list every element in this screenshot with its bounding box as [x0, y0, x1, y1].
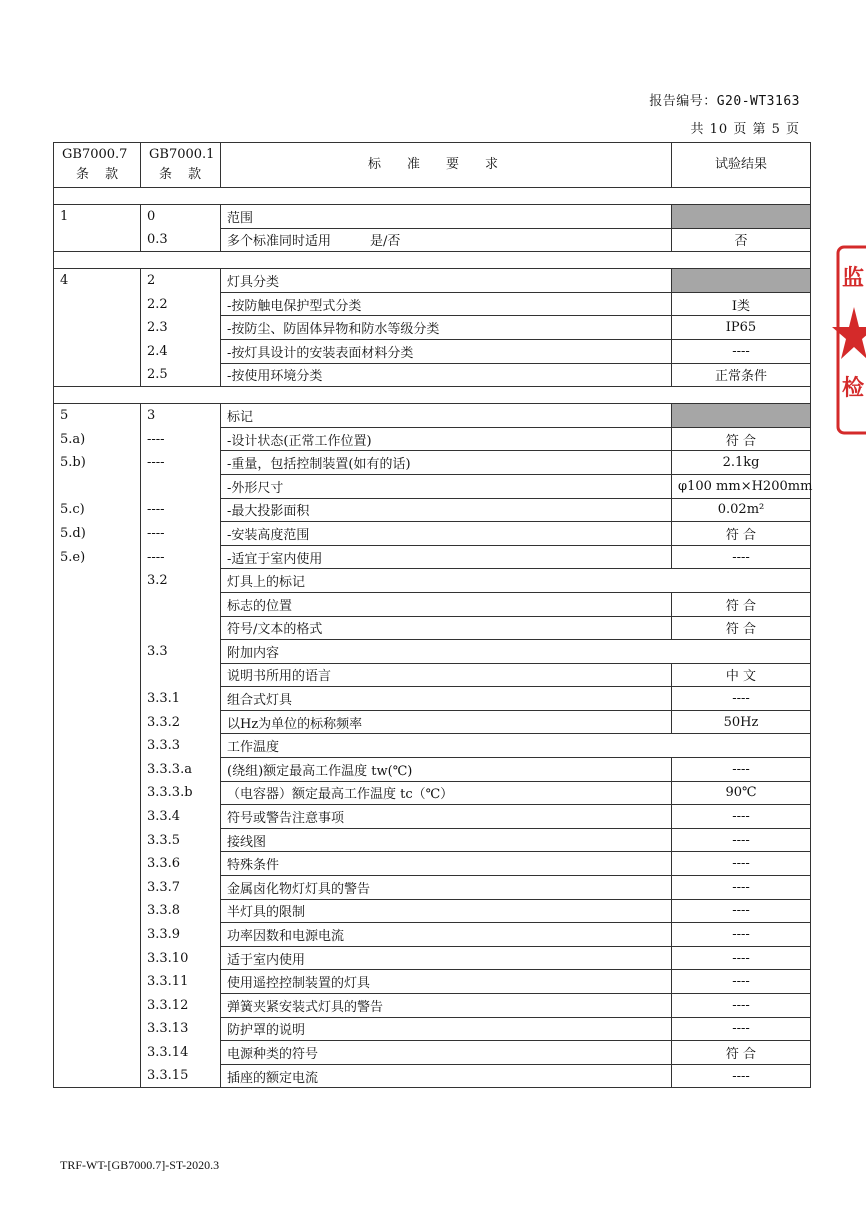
gb7000-1-clause-cell: 0.3	[141, 228, 221, 252]
requirement-cell: 标记	[221, 404, 672, 428]
table-row	[54, 1064, 811, 1088]
table-row	[54, 616, 811, 640]
gb7000-1-clause-cell: 3.3.8	[141, 899, 221, 923]
requirement-cell: -设计状态(正常工作位置)	[221, 427, 672, 451]
table-row	[54, 592, 811, 616]
result-cell: 50Hz	[672, 710, 811, 734]
blank-cell	[54, 387, 811, 404]
result-cell: ----	[672, 758, 811, 782]
gb7000-7-clause-cell	[54, 734, 141, 758]
table-header-row	[54, 143, 811, 188]
result-cell: 符 合	[672, 427, 811, 451]
gb7000-1-clause-cell: 3.3.14	[141, 1041, 221, 1065]
requirement-cell: 符号/文本的格式	[221, 616, 672, 640]
gb7000-7-clause-cell	[54, 876, 141, 900]
table-row	[54, 946, 811, 970]
result-cell: ----	[672, 1017, 811, 1041]
table-row	[54, 269, 811, 293]
result-cell: 符 合	[672, 522, 811, 546]
gb7000-1-clause-cell: ----	[141, 427, 221, 451]
gb7000-1-clause-cell: 2.5	[141, 363, 221, 387]
table-row	[54, 404, 811, 428]
gb7000-1-clause-cell: 3.3.6	[141, 852, 221, 876]
table-row	[54, 1041, 811, 1065]
gb7000-7-clause-cell	[54, 758, 141, 782]
gb7000-1-clause-cell: 3.3.11	[141, 970, 221, 994]
gb7000-7-clause-cell	[54, 339, 141, 363]
table-row	[54, 498, 811, 522]
requirement-cell: 防护罩的说明	[221, 1017, 672, 1041]
gb7000-1-clause-cell: ----	[141, 451, 221, 475]
result-cell: 正常条件	[672, 363, 811, 387]
gb7000-7-clause-cell	[54, 899, 141, 923]
table-row	[54, 1017, 811, 1041]
result-cell: 90℃	[672, 781, 811, 805]
table-row	[54, 852, 811, 876]
requirement-cell: 组合式灯具	[221, 687, 672, 711]
header-gb7000-1	[141, 143, 221, 188]
requirement-cell: -按灯具设计的安装表面材料分类	[221, 339, 672, 363]
gb7000-1-clause-cell: 3.3.4	[141, 805, 221, 829]
gb7000-7-clause-cell: 5	[54, 404, 141, 428]
requirement-cell: -按防触电保护型式分类	[221, 292, 672, 316]
requirement-cell: 使用遥控控制装置的灯具	[221, 970, 672, 994]
result-cell: Ⅰ类	[672, 292, 811, 316]
requirement-cell: （电容器）额定最高工作温度 tc（℃）	[221, 781, 672, 805]
gb7000-1-clause-cell: 3.3.7	[141, 876, 221, 900]
result-cell: ----	[672, 339, 811, 363]
table-row	[54, 970, 811, 994]
requirement-cell: 灯具分类	[221, 269, 672, 293]
table-row	[54, 663, 811, 687]
result-cell: ----	[672, 805, 811, 829]
gb7000-7-clause-cell	[54, 640, 141, 664]
result-cell: IP65	[672, 316, 811, 340]
result-cell: 否	[672, 228, 811, 252]
blank-separator-row	[54, 188, 811, 205]
requirement-cell: 附加内容	[221, 640, 811, 664]
result-cell: ----	[672, 687, 811, 711]
gb7000-7-clause-cell	[54, 228, 141, 252]
requirement-cell: 范围	[221, 205, 672, 229]
gb7000-7-clause-cell	[54, 569, 141, 593]
gb7000-7-clause-cell	[54, 316, 141, 340]
result-cell: φ100 mm×H200mm	[672, 474, 811, 498]
requirement-cell: 符号或警告注意事项	[221, 805, 672, 829]
stamp-text-top: 监	[842, 266, 865, 291]
gb7000-1-clause-cell: ----	[141, 498, 221, 522]
table-row	[54, 545, 811, 569]
gb7000-1-clause-cell	[141, 474, 221, 498]
result-cell: ----	[672, 923, 811, 947]
result-cell	[672, 205, 811, 229]
blank-cell	[54, 252, 811, 269]
table-row	[54, 805, 811, 829]
result-cell: ----	[672, 545, 811, 569]
header-gb7000-7-line2: 条 款	[76, 167, 125, 182]
requirement-cell: 灯具上的标记	[221, 569, 811, 593]
gb7000-7-clause-cell	[54, 805, 141, 829]
gb7000-1-clause-cell	[141, 592, 221, 616]
table-row	[54, 474, 811, 498]
gb7000-7-clause-cell	[54, 1041, 141, 1065]
gb7000-1-clause-cell: 3.3	[141, 640, 221, 664]
report-number: 报告编号：G20-WT3163	[649, 94, 800, 109]
table-row	[54, 781, 811, 805]
table-row	[54, 569, 811, 593]
gb7000-1-clause-cell	[141, 663, 221, 687]
result-cell: ----	[672, 970, 811, 994]
result-cell	[672, 404, 811, 428]
table-row	[54, 710, 811, 734]
result-cell: 符 合	[672, 1041, 811, 1065]
gb7000-7-clause-cell	[54, 781, 141, 805]
header-requirements-label: 标准要求	[367, 157, 524, 172]
blank-cell	[54, 188, 811, 205]
gb7000-7-clause-cell: 5.d)	[54, 522, 141, 546]
result-cell: 2.1kg	[672, 451, 811, 475]
header-gb7000-7	[54, 143, 141, 188]
stamp-text-bottom: 检	[842, 376, 865, 401]
gb7000-7-clause-cell: 5.b)	[54, 451, 141, 475]
gb7000-1-clause-cell: 0	[141, 205, 221, 229]
requirements-table	[53, 142, 811, 1088]
table-row	[54, 522, 811, 546]
gb7000-7-clause-cell	[54, 292, 141, 316]
table-row	[54, 994, 811, 1018]
result-cell: 0.02m²	[672, 498, 811, 522]
requirement-cell: 以Hz为单位的标称频率	[221, 710, 672, 734]
header-gb7000-1-line1: GB7000.1	[149, 147, 215, 162]
gb7000-1-clause-cell: 3.3.15	[141, 1064, 221, 1088]
gb7000-7-clause-cell	[54, 1017, 141, 1041]
table-row	[54, 923, 811, 947]
gb7000-1-clause-cell: 3.3.9	[141, 923, 221, 947]
requirement-cell: 多个标准同时适用 是/否	[221, 228, 672, 252]
gb7000-1-clause-cell: 3.3.3	[141, 734, 221, 758]
gb7000-1-clause-cell: 2.4	[141, 339, 221, 363]
blank-separator-row	[54, 387, 811, 404]
gb7000-1-clause-cell: 3.3.3.b	[141, 781, 221, 805]
gb7000-7-clause-cell: 4	[54, 269, 141, 293]
table-row	[54, 292, 811, 316]
header-requirements	[221, 143, 672, 188]
gb7000-7-clause-cell	[54, 592, 141, 616]
gb7000-7-clause-cell	[54, 616, 141, 640]
requirement-cell: -安装高度范围	[221, 522, 672, 546]
result-cell: ----	[672, 946, 811, 970]
gb7000-7-clause-cell	[54, 970, 141, 994]
result-cell: 符 合	[672, 592, 811, 616]
gb7000-7-clause-cell	[54, 710, 141, 734]
header-gb7000-7-line1: GB7000.7	[62, 147, 128, 162]
requirement-cell: 工作温度	[221, 734, 811, 758]
table-row	[54, 205, 811, 229]
requirement-cell: 说明书所用的语言	[221, 663, 672, 687]
gb7000-1-clause-cell: 3.3.1	[141, 687, 221, 711]
result-cell: ----	[672, 876, 811, 900]
page-count: 共 10 页 第 5 页	[690, 122, 800, 137]
gb7000-7-clause-cell: 5.e)	[54, 545, 141, 569]
table-row	[54, 427, 811, 451]
requirement-cell: 插座的额定电流	[221, 1064, 672, 1088]
table-row	[54, 228, 811, 252]
gb7000-1-clause-cell: 2.2	[141, 292, 221, 316]
table-row	[54, 734, 811, 758]
table-body	[54, 188, 811, 1088]
header-result: 试验结果	[672, 143, 811, 188]
result-cell: ----	[672, 852, 811, 876]
result-cell: 符 合	[672, 616, 811, 640]
gb7000-7-clause-cell	[54, 852, 141, 876]
gb7000-7-clause-cell	[54, 923, 141, 947]
requirement-cell: 标志的位置	[221, 592, 672, 616]
requirement-cell: 接线图	[221, 828, 672, 852]
requirement-cell: 弹簧夹紧安装式灯具的警告	[221, 994, 672, 1018]
requirement-cell: (绕组)额定最高工作温度 tw(℃)	[221, 758, 672, 782]
gb7000-7-clause-cell	[54, 994, 141, 1018]
result-cell	[672, 269, 811, 293]
table-row	[54, 687, 811, 711]
form-code: TRF-WT-[GB7000.7]-ST-2020.3	[60, 1158, 220, 1172]
requirement-cell: 特殊条件	[221, 852, 672, 876]
gb7000-1-clause-cell: 3.3.2	[141, 710, 221, 734]
table-row	[54, 758, 811, 782]
requirement-cell: -重量，包括控制装置(如有的话)	[221, 451, 672, 475]
result-cell: 中 文	[672, 663, 811, 687]
gb7000-1-clause-cell: 3.3.5	[141, 828, 221, 852]
gb7000-1-clause-cell: 3.3.3.a	[141, 758, 221, 782]
table-row	[54, 899, 811, 923]
gb7000-1-clause-cell	[141, 616, 221, 640]
result-cell: ----	[672, 994, 811, 1018]
gb7000-1-clause-cell: 3.2	[141, 569, 221, 593]
blank-separator-row	[54, 252, 811, 269]
result-cell: ----	[672, 1064, 811, 1088]
gb7000-1-clause-cell: ----	[141, 522, 221, 546]
gb7000-1-clause-cell: ----	[141, 545, 221, 569]
inspection-stamp	[836, 245, 866, 435]
gb7000-1-clause-cell: 2	[141, 269, 221, 293]
result-cell: ----	[672, 899, 811, 923]
gb7000-1-clause-cell: 3	[141, 404, 221, 428]
table-row	[54, 828, 811, 852]
gb7000-7-clause-cell	[54, 828, 141, 852]
gb7000-7-clause-cell	[54, 363, 141, 387]
gb7000-7-clause-cell	[54, 946, 141, 970]
table-row	[54, 451, 811, 475]
gb7000-7-clause-cell	[54, 1064, 141, 1088]
header-gb7000-1-line2: 条 款	[159, 167, 208, 182]
gb7000-7-clause-cell: 1	[54, 205, 141, 229]
requirement-cell: -适宜于室内使用	[221, 545, 672, 569]
table-row	[54, 363, 811, 387]
requirement-cell: 功率因数和电源电流	[221, 923, 672, 947]
gb7000-1-clause-cell: 3.3.12	[141, 994, 221, 1018]
table-row	[54, 640, 811, 664]
table-row	[54, 876, 811, 900]
requirement-cell: 适于室内使用	[221, 946, 672, 970]
table-row	[54, 316, 811, 340]
table-row	[54, 339, 811, 363]
gb7000-1-clause-cell: 3.3.13	[141, 1017, 221, 1041]
gb7000-7-clause-cell: 5.c)	[54, 498, 141, 522]
requirement-cell: -外形尺寸	[221, 474, 672, 498]
requirement-cell: 半灯具的限制	[221, 899, 672, 923]
requirement-cell: -按使用环境分类	[221, 363, 672, 387]
gb7000-7-clause-cell	[54, 474, 141, 498]
gb7000-1-clause-cell: 3.3.10	[141, 946, 221, 970]
requirement-cell: 电源种类的符号	[221, 1041, 672, 1065]
requirement-cell: -最大投影面积	[221, 498, 672, 522]
result-cell: ----	[672, 828, 811, 852]
gb7000-1-clause-cell: 2.3	[141, 316, 221, 340]
gb7000-7-clause-cell: 5.a)	[54, 427, 141, 451]
gb7000-7-clause-cell	[54, 687, 141, 711]
gb7000-7-clause-cell	[54, 663, 141, 687]
requirement-cell: 金属卤化物灯灯具的警告	[221, 876, 672, 900]
requirement-cell: -按防尘、防固体异物和防水等级分类	[221, 316, 672, 340]
